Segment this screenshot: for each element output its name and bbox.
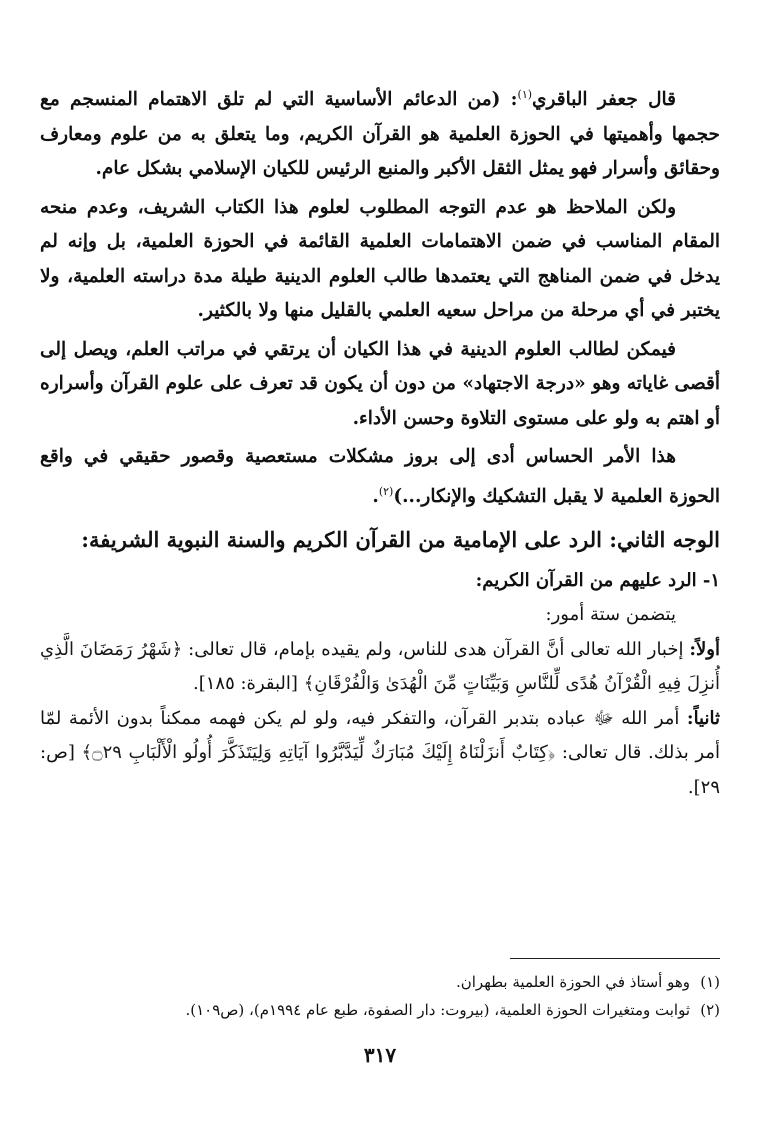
point-second-label: ثانياً: [686,707,720,729]
paragraph-1-text-before: قال جعفر الباقري [532,89,676,111]
paragraph-3-text: فيمكن لطالب العلوم الدينية في هذا الكيان أن يرتقي في مراتب العلم، ويصل إلى أقصى غاياته وهو «درجة الاجتهاد» من دون أن يكون قد تعرف على علوم القرآن وأسراره أو اهتم به ولو على مستوى التلاوة وحسن الأداء. [40,338,720,429]
verse-baqarah: ﴿شَهْرُ رَمَضَانَ الَّذِي أُنزِلَ فِيهِ الْقُرْآنُ هُدًى لِّلنَّاسِ وَبَيِّنَاتٍ مِّنَ الْهُدَىٰ وَالْفُرْقَانِ﴾ [40,638,720,695]
paragraph-2 [40,191,720,329]
subsection-heading: ١- الرد عليهم من القرآن الكريم: [475,570,720,592]
footnote-2-text: ثوابت ومتغيرات الحوزة العلمية، (بيروت: دار الصفوة، طبع عام ١٩٩٤م)، (ص١٠٩). [185,1001,690,1019]
point-first-text: إخبار الله تعالى أنَّ القرآن هدى للناس، ولم يقيده بإمام، قال تعالى: [188,638,684,660]
footnote-2-number: (٢) [700,1001,720,1019]
book-page [40,60,720,1100]
footnote-1 [40,968,720,996]
point-second-text: أمر الله ﷻ عباده بتدبر القرآن، والتفكر فيه، ولو لم يكن فهمه ممكناً بدون الأئمة لمّا أمر بذلك. قال تعالى: [40,707,720,764]
footnote-1-number: (١) [700,973,720,991]
subsection-intro [40,598,720,633]
point-first [40,633,720,702]
paragraph-4-text-before: هذا الأمر الحساس أدى إلى بروز مشكلات مستعصية وقصور حقيقي في واقع الحوزة العلمية لا يقبل التشكيك والإنكار...) [40,446,720,507]
paragraph-4 [40,440,720,514]
section-heading: الوجه الثاني: الرد على الإمامية من القرآن الكريم والسنة النبوية الشريفة: [81,527,720,553]
footnote-ref-1[interactable]: (١) [517,88,533,101]
paragraph-1 [40,78,720,187]
paragraph-3 [40,333,720,437]
footnote-ref-2[interactable]: (٢) [378,484,394,498]
paragraph-4-text-after: . [372,485,379,507]
footnote-divider [510,958,720,959]
footnote-2 [40,996,720,1024]
citation-baqarah: [البقرة: ١٨٥]. [192,673,298,695]
page-number: ٣١٧ [363,1043,397,1067]
point-second [40,702,720,806]
point-first-label: أولاً: [689,638,720,660]
footnotes [40,968,720,1024]
verse-sad: ﴿كِتَابٌ أَنزَلْنَاهُ إِلَيْكَ مُبَارَكٌ لِّيَدَّبَّرُوا آيَاتِهِ وَلِيَتَذَكَّرَ أُولُو الْأَلْبَابِ ۝٢٩﴾ [81,742,556,764]
paragraph-1-text-after: : (من الدعائم الأساسية التي لم تلق الاهتمام المنسجم مع حجمها وأهميتها في الحوزة العلمية هو القرآن الكريم، وما يتعلق به من علوم ومعارف وحقائق وأسرار فهو يمثل الثقل الأكبر والمنبع الرئيس للكيان الإسلامي بشكل عام. [40,89,720,180]
footnote-1-text: وهو أستاذ في الحوزة العلمية بطهران. [455,973,690,991]
citation-sad: [ص: ٢٩]. [40,742,720,798]
paragraph-2-text: ولكن الملاحظ هو عدم التوجه المطلوب لعلوم هذا الكتاب الشريف، وعدم منحه المقام المناسب في ضمن الاهتمامات العلمية القائمة في الحوزة العلمية، بل وإنه لم يدخل في ضمن المناهج التي يعتمدها طالب العلوم الدينية طيلة مدة دراسته العلمية، ولا يختبر في أي مرحلة من مراحل سعيه العلمي بالقليل منها ولا بالكثير. [40,196,720,322]
subsection-intro-text: يتضمن ستة أمور: [545,604,676,626]
